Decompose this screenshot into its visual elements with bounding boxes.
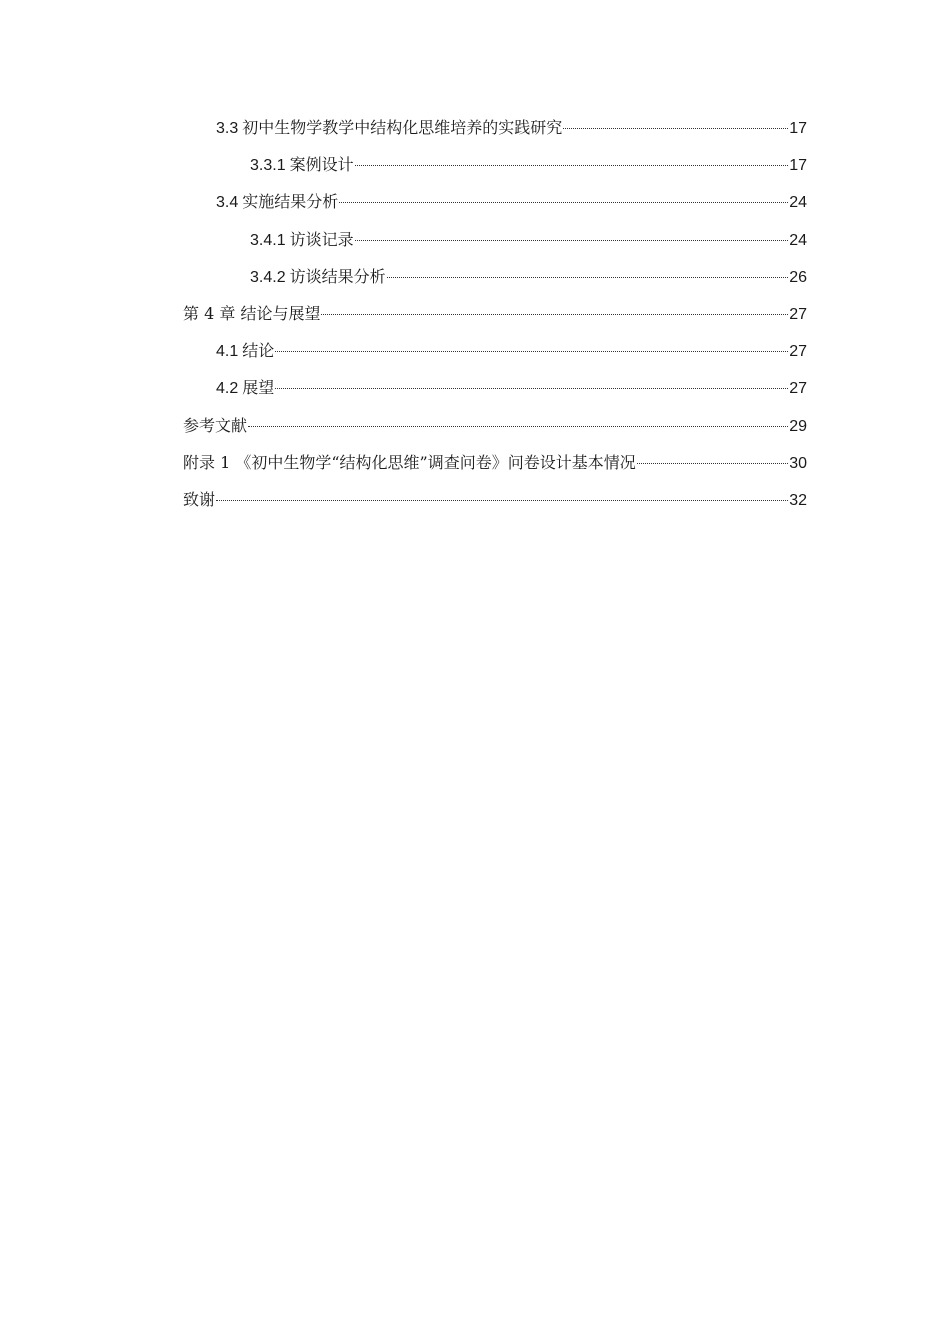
toc-entry[interactable] (183, 448, 807, 485)
toc-entry-number: 4.1 (216, 343, 239, 361)
toc-entry-page: 29 (789, 417, 807, 435)
dot-leader (248, 426, 788, 427)
toc-entry-page: 17 (789, 157, 807, 175)
toc-entry-page: 27 (789, 305, 807, 323)
toc-entry[interactable] (183, 299, 807, 336)
toc-entry-title: 初中生物学教学中结构化思维培养的实践研究 (242, 118, 563, 137)
toc-entry-title: 实施结果分析 (242, 192, 339, 212)
toc-entry-page: 26 (789, 268, 807, 286)
toc-entry[interactable] (183, 150, 807, 187)
dot-leader (275, 388, 788, 389)
toc-entry-number: 3.4 (216, 194, 239, 212)
toc-entry-title: 附录 1 《初中生物学“结构化思维”调查问卷》问卷设计基本情况 (183, 452, 636, 472)
toc-entry-page: 24 (789, 231, 807, 249)
toc-entry-page: 24 (789, 194, 807, 212)
toc-entry-title: 访谈结果分析 (289, 266, 386, 286)
toc-entry[interactable] (183, 113, 807, 150)
toc-entry-title: 展望 (242, 378, 275, 398)
toc-entry[interactable] (183, 411, 807, 448)
toc-entry-number: 3.4.2 (250, 268, 286, 286)
dot-leader (563, 128, 788, 129)
toc-entry[interactable] (183, 485, 807, 522)
dot-leader (387, 277, 789, 278)
toc-entry-number: 4.2 (216, 380, 239, 398)
toc-entry[interactable] (183, 373, 807, 410)
toc-entry-number: 3.4.1 (250, 231, 286, 249)
toc-entry[interactable] (183, 262, 807, 299)
toc-entry-page: 27 (789, 380, 807, 398)
dot-leader (637, 463, 788, 464)
dot-leader (275, 351, 788, 352)
dot-leader (339, 202, 788, 203)
toc-entry[interactable] (183, 225, 807, 262)
toc-entry-number: 3.3.1 (250, 157, 286, 175)
toc-entry-title: 结论 (242, 341, 275, 361)
toc-entry-title: 参考文献 (183, 415, 248, 435)
dot-leader (321, 314, 788, 315)
toc-entry-page: 32 (789, 491, 807, 509)
toc-entry-title: 案例设计 (289, 155, 354, 175)
toc-entry-page: 27 (789, 343, 807, 361)
toc-entry-number: 3.3 (216, 120, 239, 137)
toc-entry[interactable] (183, 187, 807, 224)
toc-entry-title: 第 4 章 结论与展望 (183, 303, 321, 323)
dot-leader (216, 500, 788, 501)
dot-leader (355, 240, 789, 241)
toc-entry[interactable] (183, 336, 807, 373)
toc-entry-title: 致谢 (183, 489, 216, 509)
toc-entry-title: 访谈记录 (289, 229, 354, 249)
toc-entry-page: 17 (789, 120, 807, 137)
toc-entry-page: 30 (789, 454, 807, 472)
dot-leader (355, 165, 789, 166)
table-of-contents (183, 113, 807, 522)
